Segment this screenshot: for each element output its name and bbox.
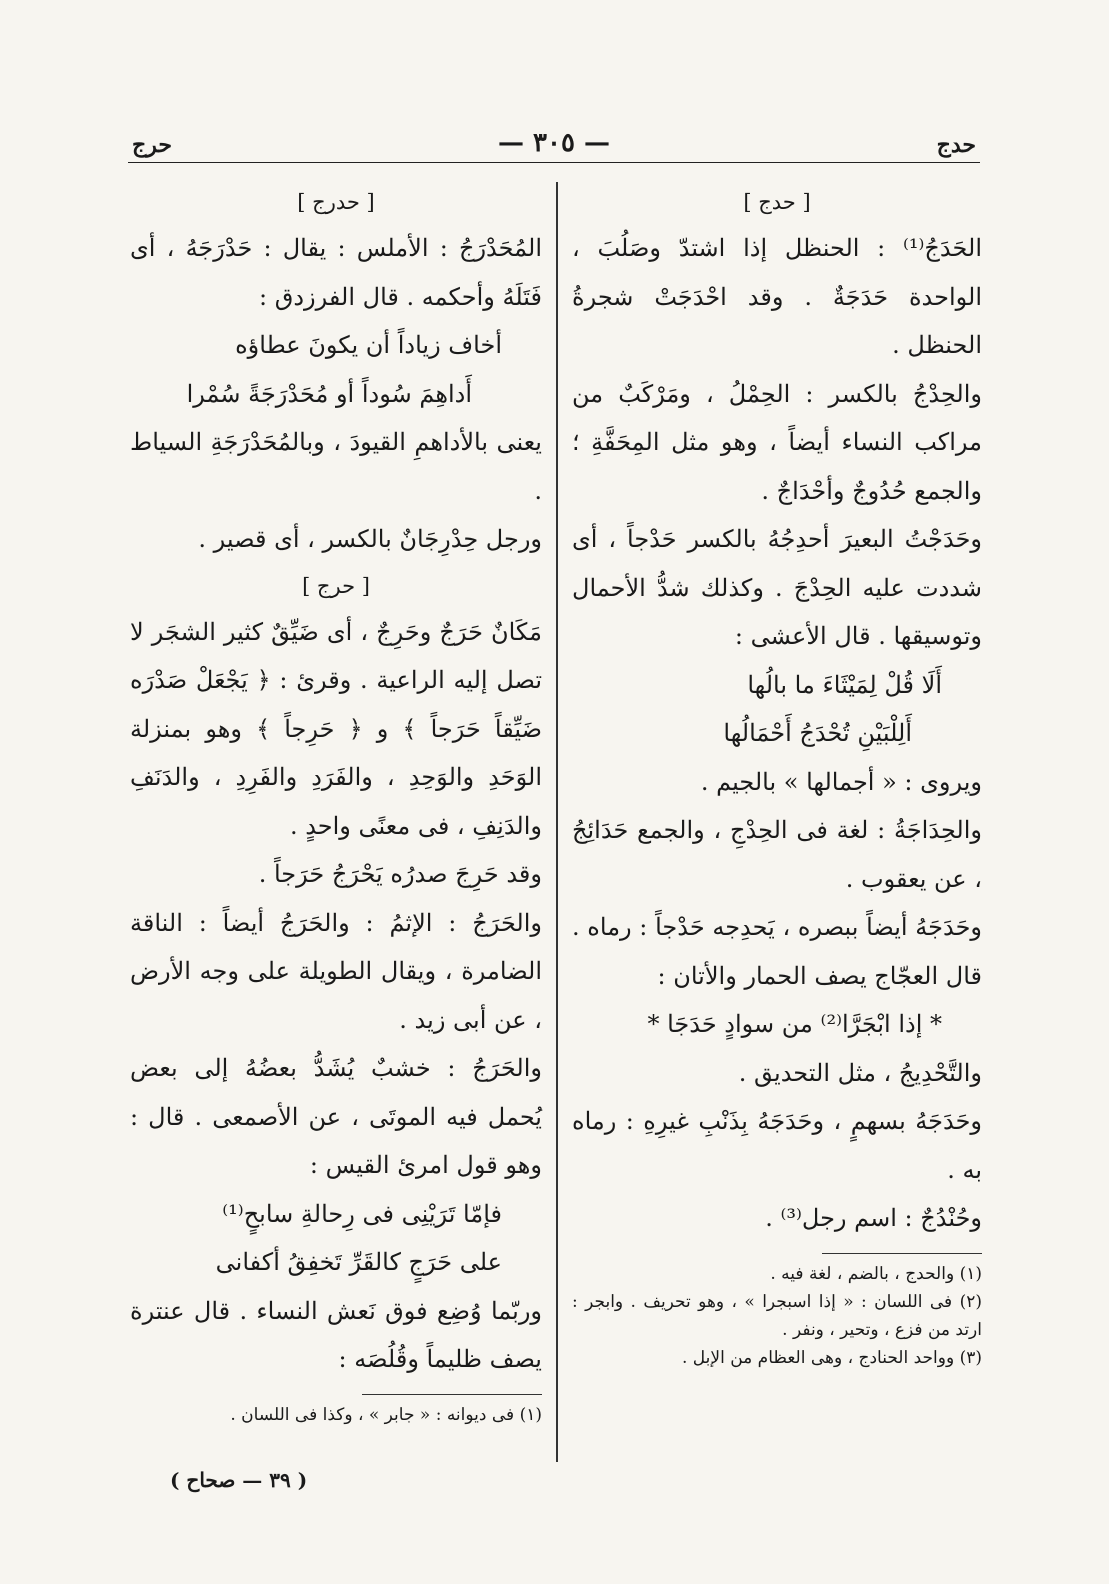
- paragraph: وربّما وُضِع فوق نَعش النساء . قال عنترة يصف ظليماً وقُلُصَه :: [130, 1296, 542, 1373]
- paragraph: والحِدَاجَةُ : لغة فى الحِدْجِ ، والجمع حَدَائِجُ ، عن يعقوب .: [572, 816, 982, 893]
- paragraph: وحَدَجَهُ بسهمٍ ، وحَدَجَهُ بِذَنْبِ غيرِهِ : رماه به .: [572, 1107, 982, 1184]
- paragraph: والحَرَجُ : خشبٌ يُشَدُّ بعضُهُ إلى بعض يُحمل فيه الموتَى ، عن الأصمعى . قال : وهو قول امرئ القيس :: [130, 1054, 542, 1179]
- paragraph: مَكَانٌ حَرَجٌ وحَرِجٌ ، أى ضَيِّقٌ كثير الشجَر لا تصل إليه الراعية . وقرئ : ﴿ يَجْعَلْ صَدْرَه ضَيِّقاً حَرَجاً ﴾ و ﴿ حَرِجاً ﴾ وهو بمنزلة الوَحَدِ والوَحِدِ ، والفَرَدِ والفَرِدِ ، والدَنَفِ والدَنِفِ ، فى معنًى واحدٍ .: [130, 617, 542, 840]
- footnote-rule: [362, 1394, 542, 1395]
- right-column: [572, 180, 982, 1372]
- column-divider: [556, 182, 558, 1462]
- verse-line: فإمّا تَرَيْنِى فى رِحالةِ سابحٍ⁽¹⁾: [222, 1199, 502, 1228]
- paragraph: المُحَدْرَجُ : الأملس : يقال : حَدْرَجَهُ ، أى فَتَلَهُ وأحكمه . قال الفرزدق :: [130, 234, 542, 311]
- verse-line: أَداهِمَ سُوداً أو مُحَدْرَجَةً سُمْرا: [186, 379, 472, 408]
- paragraph: والحِدْجُ بالكسر : الحِمْلُ ، ومَرْكَبٌ من مراكب النساء أيضاً ، وهو مثل المِحَفَّةِ ؛ والجمع حُدُوجٌ وأحْدَاجٌ .: [572, 379, 982, 505]
- verse-line: * إذا ابْجَرَّا⁽²⁾ من سوادٍ حَدَجَا *: [647, 1010, 942, 1038]
- footnote-rule: [822, 1253, 982, 1254]
- paragraph: وقد حَرِجَ صدرُه يَحْرَجُ حَرَجاً .: [258, 860, 542, 888]
- paragraph: الحَدَجُ⁽¹⁾ : الحنظل إذا اشتدّ وصَلُبَ ، الواحدة حَدَجَةٌ . وقد احْدَجَتْ شجرةُ الحنظل .: [572, 234, 982, 359]
- verse-line: أَلَا قُلْ لِمَيْثَاءَ ما بالُها: [747, 670, 942, 699]
- verse-line: أخاف زياداً أن يكونَ عطاؤه: [235, 331, 502, 359]
- verse-line: على حَرَجٍ كالقَرِّ تَخفِقُ أكفانى: [215, 1248, 502, 1276]
- footnote: (١) فى ديوانه : « جابر » ، وكذا فى اللسان .: [230, 1404, 542, 1425]
- paragraph: وحُنْدُجٌ : اسم رجل⁽³⁾ .: [765, 1204, 982, 1232]
- entry-heading: [ حدج ]: [743, 190, 811, 214]
- header-left-word: حرج: [132, 132, 172, 158]
- footnote: (١) والحدج ، بالضم ، لغة فيه .: [770, 1263, 982, 1284]
- paragraph: يعنى بالأداهمِ القيودَ ، وبالمُحَدْرَجَةِ السياط .: [130, 428, 542, 505]
- header-right-word: حدج: [936, 132, 976, 158]
- signature-mark: ( ٣٩ — صحاح ): [170, 1468, 308, 1492]
- paragraph: ويروى : « أجمالها » بالجيم .: [700, 767, 982, 796]
- verse-line: أَلِلْبَيْنِ تُحْدَجُ أَحْمَالُها: [723, 719, 912, 747]
- left-column: [130, 180, 542, 1429]
- paragraph: والتَّحْدِيجُ ، مثل التحديق .: [738, 1058, 982, 1087]
- page-number: — ٣٠٥ —: [497, 128, 611, 158]
- paragraph: وحَدَجْتُ البعيرَ أحدِجُهُ بالكسر حَدْجاً ، أى شددت عليه الحِدْجَ . وكذلك شدُّ الأحمال وتوسيقها . قال الأعشى :: [572, 525, 982, 650]
- paragraph: والحَرَجُ : الإثمُ : والحَرَجُ أيضاً : الناقة الضامرة ، ويقال الطويلة على وجه الأرض ، عن أبى زيد .: [130, 908, 542, 1034]
- page-header: [128, 128, 980, 163]
- paragraph: وحَدَجَهُ أيضاً ببصره ، يَحدِجه حَدْجاً : رماه . قال العجّاج يصف الحمار والأتان :: [572, 913, 982, 990]
- entry-heading: [ حدرج ]: [297, 190, 375, 214]
- footnote: (٣) وواحد الحنادج ، وهى العظام من الإبل .: [681, 1347, 982, 1368]
- entry-heading: [ حرج ]: [302, 573, 370, 598]
- footnote: (٢) فى اللسان : « إذا اسبجرا » ، وهو تحريف . وابجر : ارتد من فزع ، وتحير ، ونفر .: [572, 1291, 982, 1340]
- paragraph: ورجل حِدْرِجَانٌ بالكسر ، أى قصير .: [198, 525, 542, 553]
